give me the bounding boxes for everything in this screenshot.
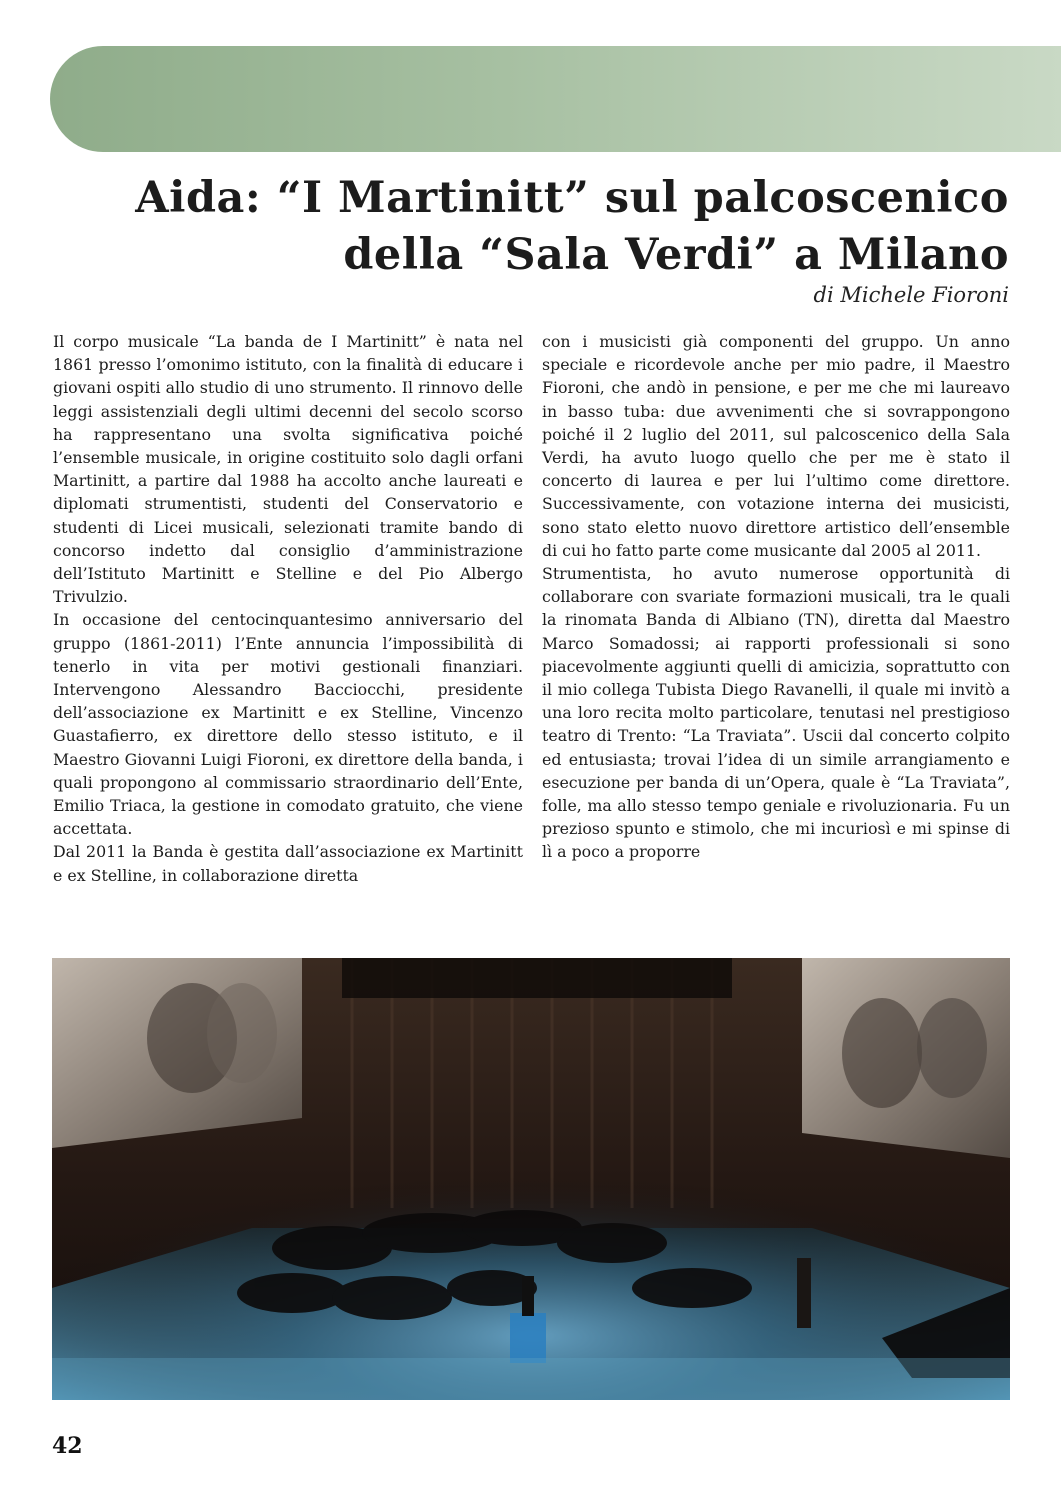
right-column	[542, 330, 1010, 864]
header-band	[50, 46, 1061, 152]
paragraph: Il corpo musicale “La banda de I Martinitt” è nata nel 1861 presso l’omonimo istituto, con la finalità di educare i giovani ospiti allo studio di uno strumento. Il rinnovo delle leggi assistenziali degli ultimi decenni del secolo scorso ha rappresentano una svolta significativa poiché l’ensemble musicale, in origine costituito solo dagli orfani Martinitt, a partire dal 1988 ha accolto anche laureati e diplomati strumentisti, studenti del Conservatorio e studenti di Licei musicali, selezionati tramite bando di concorso indetto dal consiglio d’amministrazione dell’Istituto Martinitt e Stelline e del Pio Albergo Trivulzio.	[53, 332, 523, 607]
title-line-1: Aida: “I Martinitt” sul palcoscenico	[135, 173, 1009, 223]
title-line-2: della “Sala Verdi” a Milano	[343, 230, 1009, 280]
paragraph: Strumentista, ho avuto numerose opportunità di collaborare con svariate formazioni musicali, tra le quali la rinomata Banda di Albiano (TN), diretta dal Maestro Marco Somadossi; ai rapporti professionali si sono piacevolmente aggiunti quelli di amicizia, soprattutto con il mio collega Tubista Diego Ravanelli, il quale mi invitò a una loro recita molto particolare, tenutasi nel prestigioso teatro di Trento: “La Traviata”. Uscii dal concerto colpito ed entusiasta; trovai l’idea di un simile arrangiamento e esecuzione per banda di un’Opera, quale è “La Traviata”, folle, ma allo stesso tempo geniale e rivoluzionaria. Fu un prezioso spunto e stimolo, che mi incuriosì e mi spinse di lì a poco a proporre	[542, 564, 1010, 862]
paragraph: In occasione del centocinquantesimo anniversario del gruppo (1861-2011) l’Ente annuncia l’impossibilità di tenerlo in vita per motivi gestionali finanziari. Intervengono Alessandro Bacciocchi, presidente dell’associazione ex Martinitt e ex Stelline, Vincenzo Guastafierro, ex direttore dello stesso istituto, e il Maestro Giovanni Luigi Fioroni, ex direttore della banda, i quali propongono al commissario straordinario dell’Ente, Emilio Triaca, la gestione in comodato gratuito, che viene accettata.	[53, 610, 523, 839]
page-number: 42	[52, 1433, 83, 1459]
paragraph: Dal 2011 la Banda è gestita dall’associazione ex Martinitt e ex Stelline, in collaborazione diretta	[53, 842, 523, 885]
left-column	[53, 330, 523, 887]
concert-photo	[52, 958, 1010, 1400]
paragraph: con i musicisti già componenti del gruppo. Un anno speciale e ricordevole anche per mio padre, il Maestro Fioroni, che andò in pensione, e per me che mi laureavo in basso tuba: due avvenimenti che si sovrappongono poiché il 2 luglio del 2011, sul palcoscenico della Sala Verdi, ha avuto luogo quello che per me è stato il concerto di laurea e per lui l’ultimo come direttore. Successivamente, con votazione interna dei musicisti, sono stato eletto nuovo direttore artistico dell’ensemble di cui ho fatto parte come musicante dal 2005 al 2011.	[542, 332, 1010, 560]
byline: di Michele Fioroni	[813, 283, 1009, 307]
article-title	[69, 170, 1009, 284]
